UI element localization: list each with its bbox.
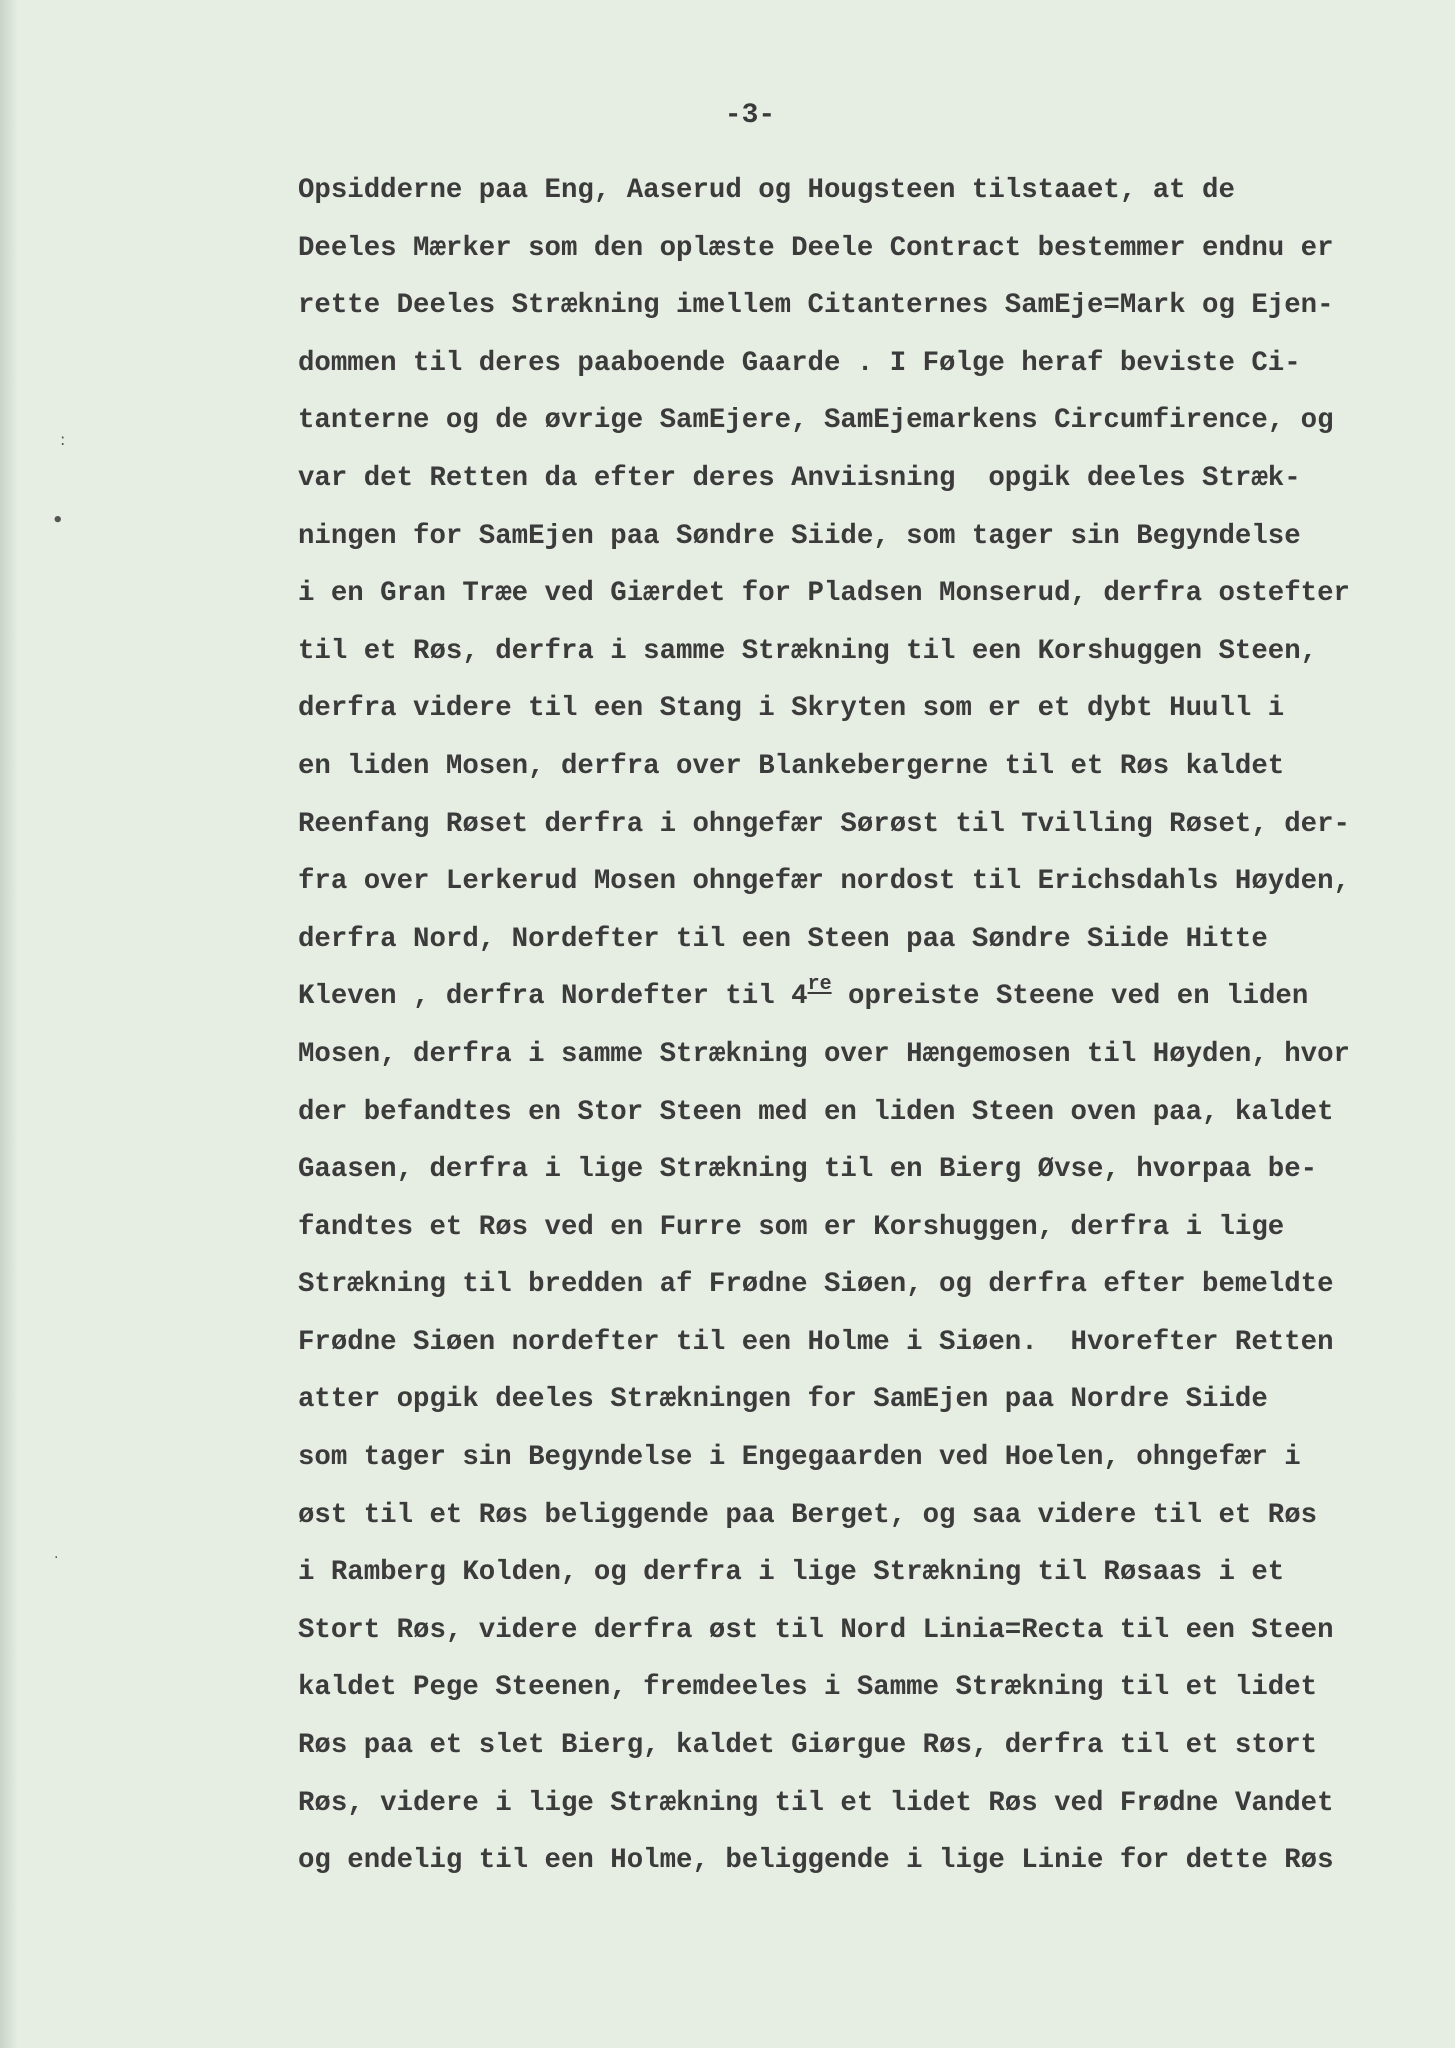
superscript-ordinal: re — [807, 973, 832, 997]
text-line: var det Retten da efter deres Anviisning opgik deeles Stræk- — [298, 462, 1301, 494]
text-line: ningen for SamEjen paa Søndre Siide, som tager sin Begyndelse — [298, 520, 1301, 552]
text-segment: opreiste Steene ved en liden — [831, 981, 1309, 1013]
text-line: Strækning til bredden af Frødne Siøen, og derfra efter bemeldte — [298, 1269, 1334, 1301]
text-line: der befandtes en Stor Steen med en liden Steen oven paa, kaldet — [298, 1096, 1334, 1128]
margin-mark: · — [54, 1550, 59, 1566]
page-edge-shadow — [0, 0, 18, 2048]
text-line: derfra Nord, Nordefter til een Steen paa Søndre Siide Hitte — [298, 923, 1268, 955]
text-line: kaldet Pege Steenen, fremdeeles i Samme Strækning til et lidet — [298, 1672, 1318, 1704]
text-line: i en Gran Træe ved Giærdet for Pladsen Monserud, derfra ostefter — [298, 578, 1350, 610]
text-segment: Kleven , derfra Nordefter til 4 — [298, 981, 808, 1013]
text-line: atter opgik deeles Strækningen for SamEjen paa Nordre Siide — [298, 1384, 1268, 1416]
text-line: derfra videre til een Stang i Skryten som er et dybt Huull i — [298, 693, 1285, 725]
typed-text-body — [298, 162, 1428, 1890]
text-line: Røs, videre i lige Strækning til et lidet Røs ved Frødne Vandet — [298, 1787, 1334, 1819]
text-line — [298, 968, 1428, 1026]
text-line: som tager sin Begyndelse i Engegaarden ved Hoelen, ohngefær i — [298, 1442, 1301, 1474]
text-line: Frødne Siøen nordefter til een Holme i Siøen. Hvorefter Retten — [298, 1326, 1334, 1358]
text-line: Deeles Mærker som den oplæste Deele Contract bestemmer endnu er — [298, 232, 1334, 264]
text-line: en liden Mosen, derfra over Blankebergerne til et Røs kaldet — [298, 750, 1285, 782]
text-line: i Ramberg Kolden, og derfra i lige Strækning til Røsaas i et — [298, 1557, 1285, 1589]
margin-mark: : — [60, 430, 66, 449]
text-line: til et Røs, derfra i samme Strækning til een Korshuggen Steen, — [298, 635, 1318, 667]
text-line: tanterne og de øvrige SamEjere, SamEjemarkens Circumfirence, og — [298, 405, 1334, 437]
text-line: øst til et Røs beliggende paa Berget, og saa videre til et Røs — [298, 1499, 1318, 1531]
page-number: -3- — [724, 100, 776, 131]
text-line: Reenfang Røset derfra i ohngefær Sørøst til Tvilling Røset, der- — [298, 808, 1350, 840]
text-line: fandtes et Røs ved en Furre som er Korshuggen, derfra i lige — [298, 1211, 1285, 1243]
text-line: fra over Lerkerud Mosen ohngefær nordost til Erichsdahls Høyden, — [298, 866, 1350, 898]
margin-mark: • — [52, 510, 64, 531]
text-line: Stort Røs, videre derfra øst til Nord Linia=Recta til een Steen — [298, 1614, 1334, 1646]
text-line: dommen til deres paaboende Gaarde . I Følge heraf beviste Ci- — [298, 347, 1301, 379]
text-line: og endelig til een Holme, beliggende i lige Linie for dette Røs — [298, 1845, 1334, 1877]
text-line: Gaasen, derfra i lige Strækning til en Bierg Øvse, hvorpaa be- — [298, 1154, 1318, 1186]
text-line: Mosen, derfra i samme Strækning over Hængemosen til Høyden, hvor — [298, 1038, 1350, 1070]
text-line: Røs paa et slet Bierg, kaldet Giørgue Røs, derfra til et stort — [298, 1730, 1318, 1762]
text-line: rette Deeles Strækning imellem Citanternes SamEje=Mark og Ejen- — [298, 290, 1334, 322]
text-line: Opsidderne paa Eng, Aaserud og Hougsteen tilstaaet, at de — [298, 175, 1235, 206]
